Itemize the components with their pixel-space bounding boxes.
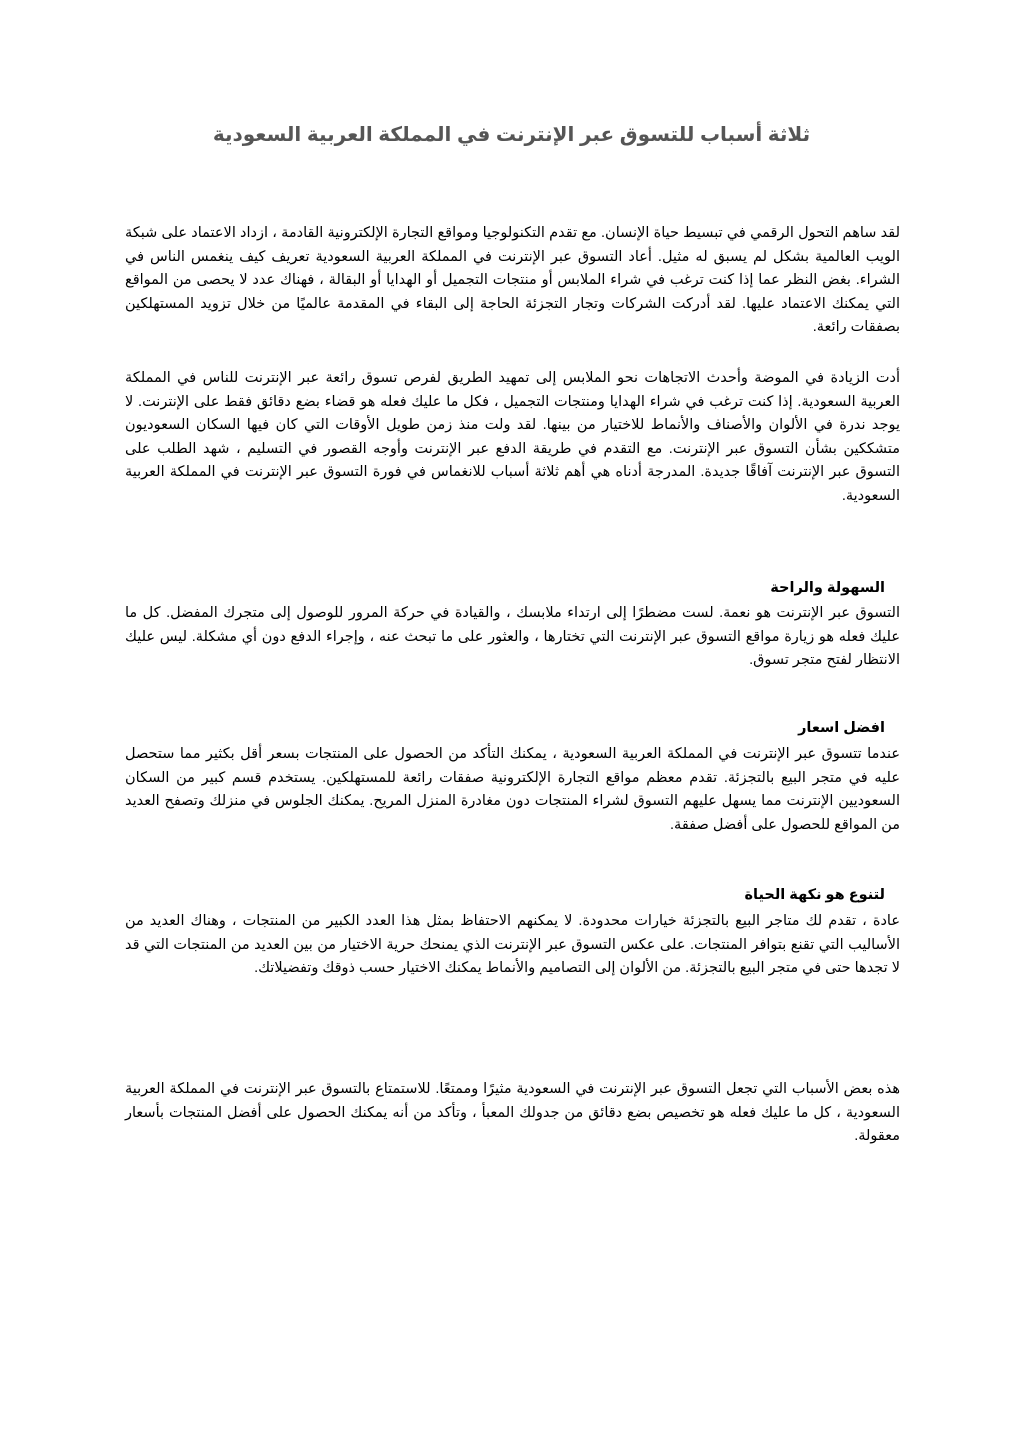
conclusion-paragraph: هذه بعض الأسباب التي تجعل التسوق عبر الإنترنت في السعودية مثيرًا وممتعًا. للاستمتاع بالتسوق عبر الإنترنت في المملكة العربية السعودية ، كل ما عليك فعله هو تخصيص بضع دقائق من جدولك المعبأ ، وتأكد من أنه يمكنك الحصول على أفضل المنتجات بأسعار معقولة. — [125, 1081, 900, 1145]
section-body-ease: التسوق عبر الإنترنت هو نعمة. لست مضطرًا إلى ارتداء ملابسك ، والقيادة في حركة المرور للوصول إلى متجرك المفضل. كل ما عليك فعله هو زيارة مواقع التسوق عبر الإنترنت التي تختارها ، والعثور على ما تبحث عنه ، وإجراء الدفع دون أي مشكلة. ليس عليك الانتظار لفتح متجر تسوق. — [125, 605, 900, 669]
document-title: ثلاثة أسباب للتسوق عبر الإنترنت في المملكة العربية السعودية — [212, 124, 811, 146]
section-heading-variety: لتنوع هو نكهة الحياة — [744, 887, 885, 903]
section-body-variety: عادة ، تقدم لك متاجر البيع بالتجزئة خيارات محدودة. لا يمكنهم الاحتفاظ بمثل هذا العدد الكبير من المنتجات ، وهناك العديد من الأساليب التي تقنع بتوافر المنتجات. على عكس التسوق عبر الإنترنت الذي يمنحك حرية الاختيار من بين العديد من المنتجات التي قد لا تجدها حتى في متجر البيع بالتجزئة. من الألوان إلى التصاميم والأنماط يمكنك الاختيار حسب ذوقك وتفضيلاتك. — [125, 913, 900, 977]
intro-paragraph-2: أدت الزيادة في الموضة وأحدث الاتجاهات نحو الملابس إلى تمهيد الطريق لفرص تسوق رائعة عبر الإنترنت للناس في المملكة العربية السعودية. إذا كنت ترغب في شراء الهدايا ومنتجات التجميل ، فكل ما عليك فعله هو قضاء بضع دقائق فقط على الإنترنت. لا يوجد ندرة في الألوان والأصناف والأنماط للاختيار من بينها. لقد ولت منذ زمن طويل الأوقات التي كان فيها السكان السعوديون متشككين بشأن التسوق عبر الإنترنت. مع التقدم في طريقة الدفع عبر الإنترنت وأوجه القصور في التسليم ، شهد الطلب على التسوق عبر الإنترنت آفاقًا جديدة. المدرجة أدناه هي أهم ثلاثة أسباب للانغماس في فورة التسوق عبر الإنترنت في المملكة العربية السعودية. — [125, 370, 900, 504]
section-heading-prices: افضل اسعار — [798, 720, 885, 736]
section-heading-ease: السهولة والراحة — [770, 580, 885, 596]
intro-paragraph-1: لقد ساهم التحول الرقمي في تبسيط حياة الإنسان. مع تقدم التكنولوجيا ومواقع التجارة الإلكترونية القادمة ، ازداد الاعتماد على شبكة الويب العالمية بشكل لم يسبق له مثيل. أعاد التسوق عبر الإنترنت في المملكة العربية السعودية تعريف كيف ينغمس الناس في الشراء. بغض النظر عما إذا كنت ترغب في شراء الملابس أو منتجات التجميل أو الهدايا أو البقالة ، فهناك عدد لا يحصى من المواقع التي يمكنك الاعتماد عليها. لقد أدركت الشركات وتجار التجزئة الحاجة إلى البقاء في المقدمة عالميًا من خلال تزويد المستهلكين بصفقات رائعة. — [125, 225, 900, 336]
section-body-prices: عندما تتسوق عبر الإنترنت في المملكة العربية السعودية ، يمكنك التأكد من الحصول على المنتجات بسعر أقل بكثير مما ستحصل عليه في متجر البيع بالتجزئة. تقدم معظم مواقع التجارة الإلكترونية صفقات رائعة للمستهلكين. يستخدم قسم كبير من السكان السعوديين الإنترنت مما يسهل عليهم التسوق لشراء المنتجات دون مغادرة المنزل المريح. يمكنك الجلوس في منزلك وتصفح العديد من المواقع للحصول على أفضل صفقة. — [125, 746, 900, 833]
